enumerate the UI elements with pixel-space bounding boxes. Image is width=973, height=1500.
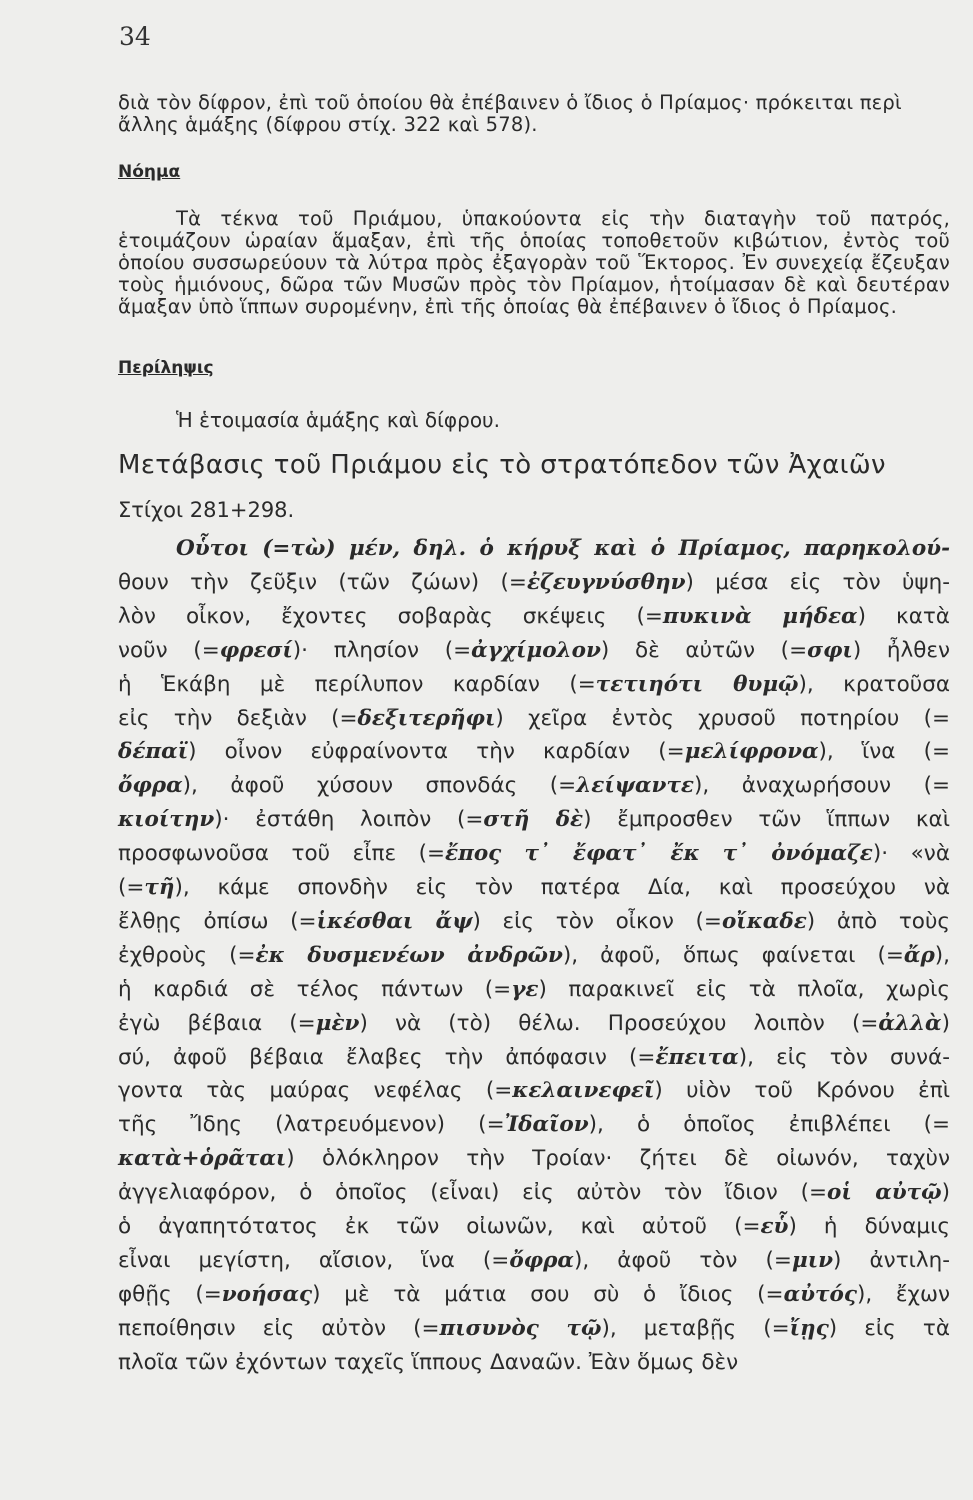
text-segment: ), ἀναχωρήσουν (=	[693, 773, 950, 799]
homeric-term: στῆ δὲ	[483, 807, 584, 833]
text-segment: λὸν οἶκον, ἔχοντες σοβαρὰς σκέψεις (=	[118, 603, 663, 629]
homeric-term: δεξιτερῆφι	[357, 705, 496, 731]
homeric-term: ὄφρα	[509, 1247, 574, 1273]
body-line	[118, 871, 950, 905]
homeric-term: γε	[511, 976, 539, 1002]
text-segment: ),	[934, 942, 950, 968]
text-segment: ἡ Ἑκάβη μὲ περίλυπον καρδίαν (=	[118, 671, 596, 697]
homeric-term: αὐτός	[783, 1281, 857, 1307]
body-line	[118, 1041, 950, 1075]
text-segment: ) εἰς τὰ	[828, 1315, 950, 1341]
homeric-term: ἔπος τ᾽ ἔφατ᾽ ἔκ τ᾽ ὀνόμαζε	[445, 841, 873, 867]
text-segment: ἡ καρδιά σὲ τέλος πάντων (=	[118, 976, 512, 1002]
text-segment: τῆς Ἴδης (λατρευόμενον) (=	[118, 1112, 505, 1138]
body-line	[118, 634, 950, 668]
homeric-term: οἱ αὐτῷ	[827, 1180, 942, 1206]
perilipsi-text: Ἡ ἑτοιμασία ἁμάξης καὶ δίφρου.	[176, 408, 500, 432]
text-segment: θουν τὴν ζεῦξιν (τῶν ζώων) (=	[118, 569, 527, 595]
homeric-term: ἐκ δυσμενέων ἀνδρῶν	[255, 942, 563, 968]
body-line	[176, 532, 950, 566]
text-segment: ), ἔχων	[856, 1281, 950, 1307]
homeric-term: φρεσί	[219, 637, 293, 663]
body-line	[118, 566, 950, 600]
text-segment: ), ἀφοῦ τὸν (=	[573, 1247, 792, 1273]
body-line	[118, 600, 950, 634]
homeric-term: ὄφρα	[118, 773, 183, 799]
body-line	[118, 1312, 950, 1346]
homeric-term: πισυνὸς τῷ	[439, 1315, 602, 1341]
text-segment: ) εἰς τὸν οἶκον (=	[472, 908, 722, 934]
homeric-term: οἴκαδε	[721, 908, 807, 934]
text-segment: ) ὁλόκληρον τὴν Τροίαν· ζήτει δὲ οἰωνόν, ταχὺν	[286, 1146, 950, 1172]
text-segment: γοντα τὰς μαύρας νεφέλας (=	[118, 1078, 513, 1104]
homeric-term: δέπαϊ	[118, 739, 189, 765]
body-line	[118, 1142, 950, 1176]
text-segment: (=	[118, 875, 145, 900]
homeric-term: ἱκέσθαι ἄψ	[316, 908, 473, 934]
noima-paragraph: Τὰ τέκνα τοῦ Πριάμου, ὑπακούοντα εἰς τὴν διαταγὴν τοῦ πατρός, ἑτοιμάζουν ὡραίαν ἅμαξαν, ἐπὶ τῆς ὁποίας τοποθετοῦν κιβώτιον, ἐντὸς τοῦ ὁποίου συσσωρεύουν τὰ λύτρα πρὸς ἐξαγορὰν τοῦ Ἕκτορος. Ἐν συνεχείᾳ ἔζευξαν τοὺς ἡμιόνους, δῶρα τῶν Μυσῶν πρὸς τὸν Πρίαμον, ἡτοίμασαν δὲ καὶ δευτέραν ἅμαξαν ὑπὸ ἵππων συρομένην, ἐπὶ τῆς ὁποίας θὰ ἐπέβαινεν ὁ ἴδιος ὁ Πρίαμος.	[118, 207, 950, 318]
section-title: Μετάβασις τοῦ Πριάμου εἰς τὸ στρατόπεδον τῶν Ἀχαιῶν	[118, 450, 886, 480]
text-segment: πεποίθησιν εἰς αὐτὸν (=	[118, 1315, 440, 1341]
body-line	[118, 668, 950, 702]
body-line	[118, 1210, 950, 1244]
body-line	[118, 973, 950, 1007]
homeric-term: κελαινεφεῖ	[512, 1078, 655, 1104]
text-segment: νοῦν (=	[118, 637, 220, 663]
homeric-term: ἀλλὰ	[878, 1010, 942, 1036]
text-segment: φθῇς (=	[118, 1281, 222, 1307]
text-segment: ) ἦλθεν	[852, 637, 951, 663]
homeric-term: μελίφρονα	[684, 739, 819, 765]
intro-paragraph: διὰ τὸν δίφρον, ἐπὶ τοῦ ὁποίου θὰ ἐπέβαινεν ὁ ἴδιος ὁ Πρίαμος· πρόκειται περὶ ἄλλης ἁμάξης (δίφρου στίχ. 322 καὶ 578).	[118, 91, 902, 136]
page-number: 34	[119, 22, 151, 51]
text-segment: ) ἔμπροσθεν τῶν ἵππων καὶ	[583, 807, 950, 833]
homeric-term: εὗ	[760, 1214, 789, 1239]
homeric-term: τῆ	[144, 875, 175, 900]
perilipsi-heading: Περίληψις	[118, 358, 214, 378]
homeric-term: κατὰ+ὁρᾶται	[118, 1146, 287, 1172]
homeric-term: κιοίτην	[118, 807, 215, 833]
text-segment: ) χεῖρα ἐντὸς χρυσοῦ ποτηρίου (=	[495, 705, 950, 731]
body-line	[118, 1176, 950, 1210]
homeric-term: ἄρ	[903, 942, 935, 968]
text-segment: ἀγγελιαφόρον, ὁ ὁποῖος (εἶναι) εἰς αὐτὸν τὸν ἴδιον (=	[118, 1180, 827, 1206]
homeric-term: ἴῃς	[789, 1315, 829, 1341]
text-segment: ) κατὰ	[857, 603, 950, 629]
text-segment: ), ἀφοῦ, ὅπως φαίνεται (=	[562, 942, 904, 968]
text-segment: ) δὲ αὐτῶν (=	[600, 637, 808, 663]
text-segment: ), ὁ ὁποῖος ἐπιβλέπει (=	[588, 1112, 950, 1138]
homeric-term: λείψαντε	[576, 773, 694, 799]
homeric-term: νοήσας	[221, 1281, 313, 1307]
text-segment: πλοῖα τῶν ἐχόντων ταχεῖς ἵππους Δαναῶν. Ἐὰν ὅμως δὲν	[118, 1349, 739, 1375]
body-line	[118, 905, 950, 939]
text-segment: ἐχθροὺς (=	[118, 942, 256, 968]
text-segment: ) μὲ τὰ μάτια σου σὺ ὁ ἴδιος (=	[312, 1281, 784, 1307]
homeric-term: Ἰδαῖον	[504, 1112, 589, 1138]
text-segment: )	[941, 1180, 950, 1206]
text-segment: ), μεταβῇς (=	[601, 1315, 790, 1341]
text-segment: )· πλησίον (=	[292, 637, 472, 663]
body-line	[118, 1108, 950, 1142]
text-segment: ἔλθῃς ὀπίσω (=	[118, 908, 317, 934]
text-segment: )	[941, 1010, 950, 1036]
text-segment: ), κάμε σπονδὴν εἰς τὸν πατέρα Δία, καὶ προσεύχου νὰ	[174, 875, 950, 900]
text-segment: ) ἀντιλη-	[833, 1247, 951, 1273]
text-segment: ), ἵνα (=	[818, 739, 950, 765]
text-segment: ), εἰς τὸν συνά-	[738, 1044, 950, 1070]
text-segment: ἐγὼ βέβαια (=	[118, 1010, 316, 1036]
homeric-term: μέν, δηλ. ὁ κήρυξ καὶ ὁ Πρίαμος, παρηκολού-	[335, 536, 950, 561]
body-line	[118, 1244, 950, 1278]
text-segment: ὁ ἀγαπητότατος ἐκ τῶν οἰωνῶν, καὶ αὐτοῦ (=	[118, 1214, 761, 1239]
text-segment: σύ, ἀφοῦ βέβαια ἔλαβες τὴν ἀπόφασιν (=	[118, 1044, 656, 1070]
homeric-term: τετιηότι θυμῷ	[595, 671, 799, 697]
text-segment: ), κρατοῦσα	[798, 671, 950, 697]
homeric-term: μὲν	[315, 1010, 360, 1036]
body-line	[118, 735, 950, 769]
text-segment: ) μέσα εἰς τὸν ὑψη-	[685, 569, 950, 595]
text-segment: )· ἐστάθη λοιπὸν (=	[214, 807, 484, 833]
homeric-term: ἔπειτα	[655, 1044, 739, 1070]
text-segment: προσφωνοῦσα τοῦ εἶπε (=	[118, 841, 446, 867]
homeric-term: μιν	[791, 1247, 834, 1273]
text-segment: ) ἀπὸ τοὺς	[806, 908, 951, 934]
body-line	[118, 1007, 950, 1041]
text-segment: εἶναι μεγίστη, αἴσιον, ἵνα (=	[118, 1247, 510, 1273]
body-line	[118, 803, 950, 837]
verses-label: Στίχοι 281+298.	[118, 498, 295, 522]
text-segment: ) ἡ δύναμις	[788, 1214, 950, 1239]
body-line	[118, 939, 950, 973]
homeric-term: ἐζευγνύσθην	[526, 569, 686, 595]
homeric-term: πυκινὰ μήδεα	[662, 603, 858, 629]
body-line	[118, 1278, 950, 1312]
text-segment: ), ἀφοῦ χύσουν σπονδάς (=	[182, 773, 577, 799]
text-segment: )· «νὰ	[872, 841, 950, 867]
homeric-term: σφι	[807, 637, 853, 663]
text-segment: ) υἱὸν τοῦ Κρόνου ἐπὶ	[654, 1078, 950, 1104]
text-segment: ) παρακινεῖ εἰς τὰ πλοῖα, χωρὶς	[538, 976, 950, 1002]
text-segment: ) οἶνον εὐφραίνοντα τὴν καρδίαν (=	[188, 739, 685, 765]
homeric-term: ἀγχίμολον	[471, 637, 601, 663]
body-line	[118, 837, 950, 871]
body-line	[118, 769, 950, 803]
text-segment: εἰς τὴν δεξιὰν (=	[118, 705, 358, 731]
body-line	[118, 1346, 950, 1380]
noima-heading: Νόημα	[118, 162, 181, 182]
homeric-term: Οὗτοι (=τὼ)	[176, 536, 336, 561]
body-line	[118, 1074, 950, 1108]
body-line	[118, 702, 950, 736]
text-segment: ) νὰ (τὸ) θέλω. Προσεύχου λοιπὸν (=	[359, 1010, 879, 1036]
